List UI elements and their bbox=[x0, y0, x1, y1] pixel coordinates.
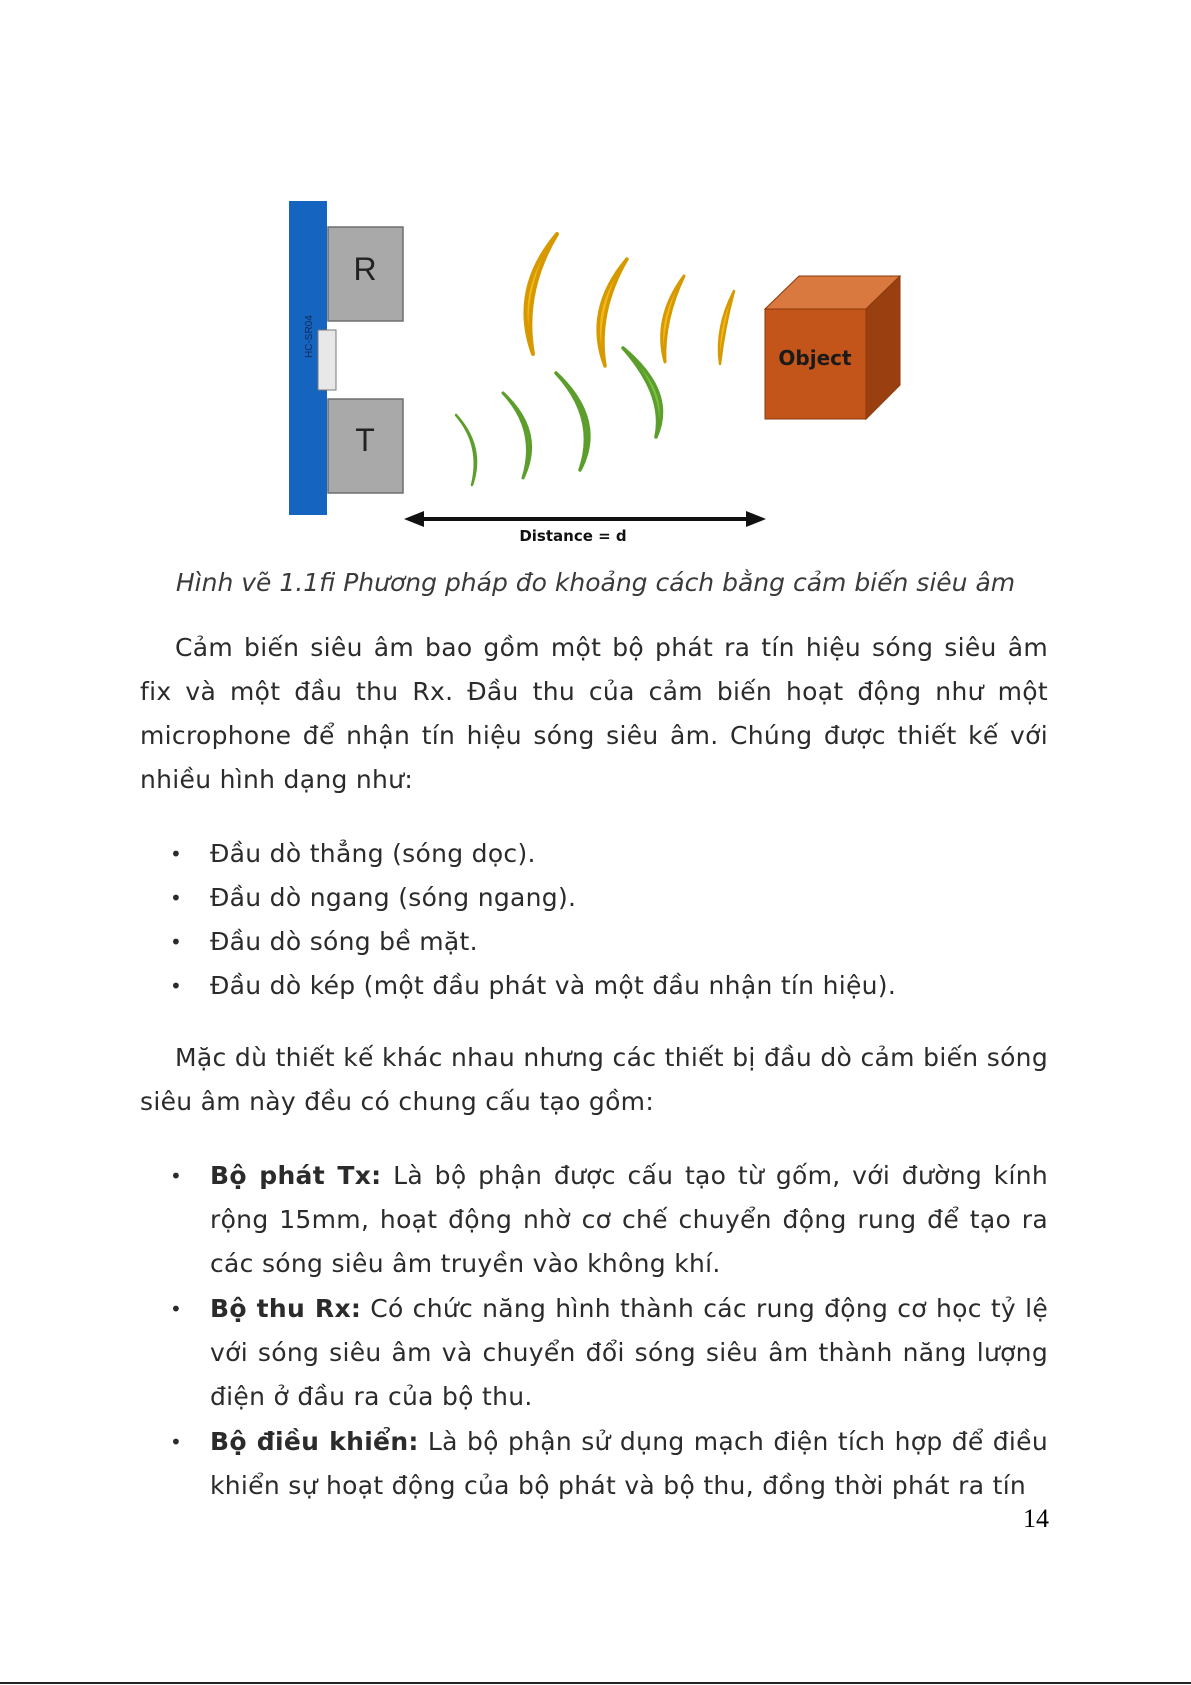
probe-types-list bbox=[140, 832, 1048, 1008]
page-number: 14 bbox=[1023, 1504, 1049, 1533]
list-item bbox=[140, 1420, 1048, 1508]
component-term: Bộ thu Rx: bbox=[210, 1294, 362, 1323]
component-desc: Là bộ phận sử dụng mạch điện tích hợp để điều khiển sự hoạt động của bộ phát và bộ thu, đồng thời phát ra tín bbox=[210, 1427, 1048, 1500]
body-text-2 bbox=[140, 1036, 1048, 1124]
list-item bbox=[140, 1154, 1048, 1286]
echo-wave-4 bbox=[719, 291, 734, 364]
object-label: Object bbox=[778, 346, 852, 370]
ultrasonic-distance-figure bbox=[0, 0, 1191, 560]
distance-arrow-right-head bbox=[746, 511, 766, 527]
transmit-wave-1 bbox=[456, 415, 476, 485]
transmit-wave-3 bbox=[556, 373, 589, 470]
bottom-rule bbox=[0, 1682, 1191, 1684]
sensor-model-label: HC-SR04 bbox=[304, 315, 315, 358]
components-list bbox=[140, 1154, 1048, 1508]
components-list-wrap bbox=[140, 1154, 1048, 1508]
component-desc: Có chức năng hình thành các rung động cơ học tỷ lệ với sóng siêu âm và chuyển đổi sóng siêu âm thành năng lượng điện ở đầu ra của bộ thu. bbox=[210, 1294, 1049, 1411]
list-item: • Đầu dò sóng bề mặt. bbox=[140, 920, 1048, 964]
sensor-connector bbox=[318, 330, 336, 390]
list-item: • Đầu dò kép (một đầu phát và một đầu nhận tín hiệu). bbox=[140, 964, 1048, 1008]
receiver-label: R bbox=[353, 251, 377, 287]
component-term: Bộ điều khiển: bbox=[210, 1427, 419, 1456]
echo-wave-3 bbox=[662, 276, 684, 362]
probe-types-list-wrap bbox=[140, 832, 1048, 1008]
transmitter-label: T bbox=[355, 422, 375, 458]
distance-label: Distance = d bbox=[519, 527, 627, 545]
paragraph-intro: Cảm biến siêu âm bao gồm một bộ phát ra tín hiệu sóng siêu âm fix và một đầu thu Rx. Đầu thu của cảm biến hoạt động như một microphone để nhận tín hiệu sóng siêu âm. Chúng được thiết kế với nhiều hình dạng như: bbox=[140, 633, 1048, 794]
echo-wave-1 bbox=[525, 234, 557, 354]
paragraph-structure: Mặc dù thiết kế khác nhau nhưng các thiết bị đầu dò cảm biến sóng siêu âm này đều có chung cấu tạo gồm: bbox=[140, 1043, 1048, 1116]
list-item: • Đầu dò thẳng (sóng dọc). bbox=[140, 832, 1048, 876]
body-text-1 bbox=[140, 626, 1048, 802]
list-item bbox=[140, 1287, 1048, 1419]
list-item: • Đầu dò ngang (sóng ngang). bbox=[140, 876, 1048, 920]
transmit-wave-2 bbox=[503, 393, 531, 478]
distance-arrow-left-head bbox=[404, 511, 424, 527]
transmit-wave-4 bbox=[623, 348, 661, 437]
component-desc: Là bộ phận được cấu tạo từ gốm, với đường kính rộng 15mm, hoạt động nhờ cơ chế chuyển động rung để tạo ra các sóng siêu âm truyền vào không khí. bbox=[210, 1161, 1048, 1278]
component-term: Bộ phát Tx: bbox=[210, 1161, 382, 1190]
figure-caption: Hình vẽ 1.1fi Phương pháp đo khoảng cách bằng cảm biến siêu âm bbox=[175, 568, 1016, 597]
